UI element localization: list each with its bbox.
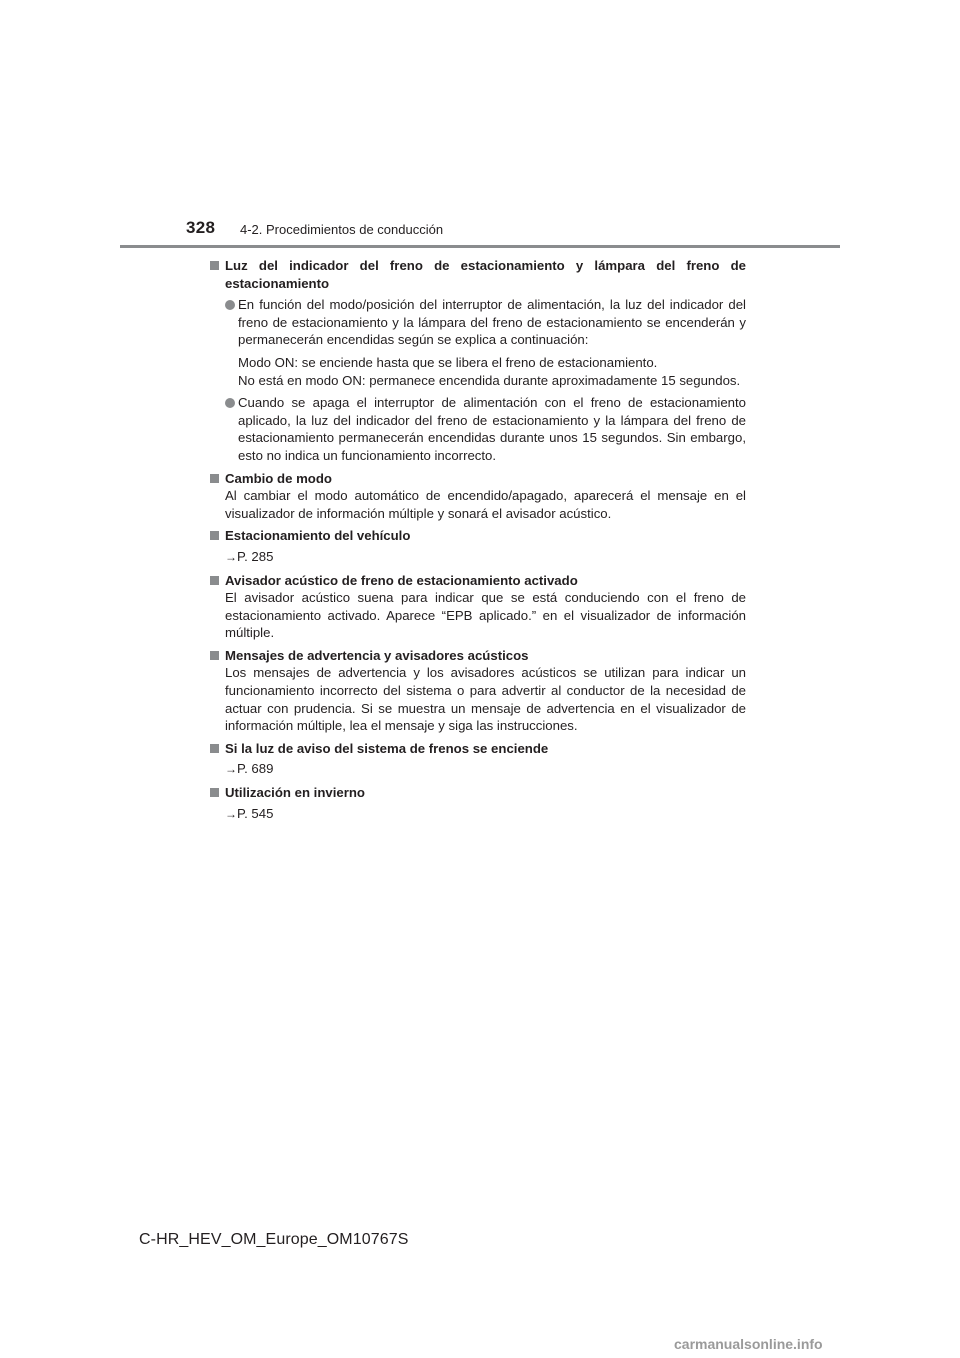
page-reference-text: P. 545 [237,805,274,821]
bullet-text: Cuando se apaga el interruptor de alimentación con el freno de estacionamiento aplicado, la luz del indicador del freno de estacionamiento y la lámpara del freno de estacionamiento permanecerán encendidas durante unos 15 segundos. Sin embargo, esto no indica un funcionamiento incorrecto. [238,395,746,463]
mode-explanation [210,354,746,389]
document-code: C-HR_HEV_OM_Europe_OM10767S [139,1231,409,1248]
section-body: Al cambiar el modo automático de encendido/apagado, aparecerá el mensaje en el visualizador de información múltiple y sonará el avisador acústico. [225,488,746,521]
square-bullet-icon [210,651,219,660]
square-bullet-icon [210,788,219,797]
section-heading-text: Luz del indicador del freno de estacionamiento y lámpara del freno de estacionamiento [225,258,746,291]
circle-bullet-icon [225,300,235,310]
section-heading-text: Cambio de modo [225,470,332,486]
section-parking-brake-indicator [210,257,746,465]
page-header [0,0,960,250]
mode-on-line: Modo ON: se enciende hasta que se libera el freno de estacionamiento. [238,354,658,370]
section-mode-change [210,470,746,523]
right-arrow-icon: → [225,806,237,821]
section-heading [210,257,746,292]
section-heading [210,740,746,758]
square-bullet-icon [210,744,219,753]
section-heading [210,527,746,545]
header-rule [120,245,840,248]
section-heading-text: Utilización en invierno [225,785,365,801]
section-body: Los mensajes de advertencia y los avisadores acústicos se utilizan para indicar un funcionamiento incorrecto del sistema o para advertir al conductor de la necesidad de actuar con prudencia. Si se muestra un mensaje de advertencia en el visualizador de información múltiple, lea el mensaje y siga las instrucciones. [225,665,746,734]
watermark: carmanualsonline.info [674,1336,823,1352]
section-parking-brake-buzzer [210,572,746,642]
section-winter-use [210,784,746,823]
page-reference-text: P. 689 [237,761,274,777]
mode-off-line: No está en modo ON: permanece encendida durante aproximadamente 15 segundos. [238,372,741,388]
section-heading-text: Avisador acústico de freno de estacionamiento activado [225,572,578,588]
section-heading-text: Mensajes de advertencia y avisadores acústicos [225,647,529,663]
page-reference[interactable] [210,805,746,824]
page-reference[interactable] [210,760,746,779]
section-body: El avisador acústico suena para indicar que se está conduciendo con el freno de estacionamiento activado. Aparece “EPB aplicado.” en el visualizador de información múltiple. [225,590,746,641]
section-brake-warning-light [210,740,746,779]
bullet-item [210,296,746,349]
page-reference[interactable] [210,548,746,567]
section-heading [210,784,746,802]
section-heading [210,470,746,488]
right-arrow-icon: → [225,762,237,777]
bullet-item [210,394,746,464]
bullet-text: En función del modo/posición del interruptor de alimentación, la luz del indicador del freno de estacionamiento y la lámpara del freno de estacionamiento se encenderán y permanecerán encendidas según se explica a continuación: [238,297,746,348]
circle-bullet-icon [225,398,235,408]
page-reference-text: P. 285 [237,548,274,564]
section-warning-messages [210,647,746,735]
section-heading [210,647,746,665]
square-bullet-icon [210,261,219,270]
square-bullet-icon [210,474,219,483]
section-vehicle-parking [210,527,746,566]
page-number: 328 [186,218,216,237]
page-content [210,257,746,828]
section-heading-text: Estacionamiento del vehículo [225,528,411,544]
section-title: 4-2. Procedimientos de conducción [240,222,444,237]
square-bullet-icon [210,576,219,585]
section-heading [210,572,746,590]
right-arrow-icon: → [225,549,237,564]
section-heading-text: Si la luz de aviso del sistema de frenos se enciende [225,740,549,756]
square-bullet-icon [210,531,219,540]
